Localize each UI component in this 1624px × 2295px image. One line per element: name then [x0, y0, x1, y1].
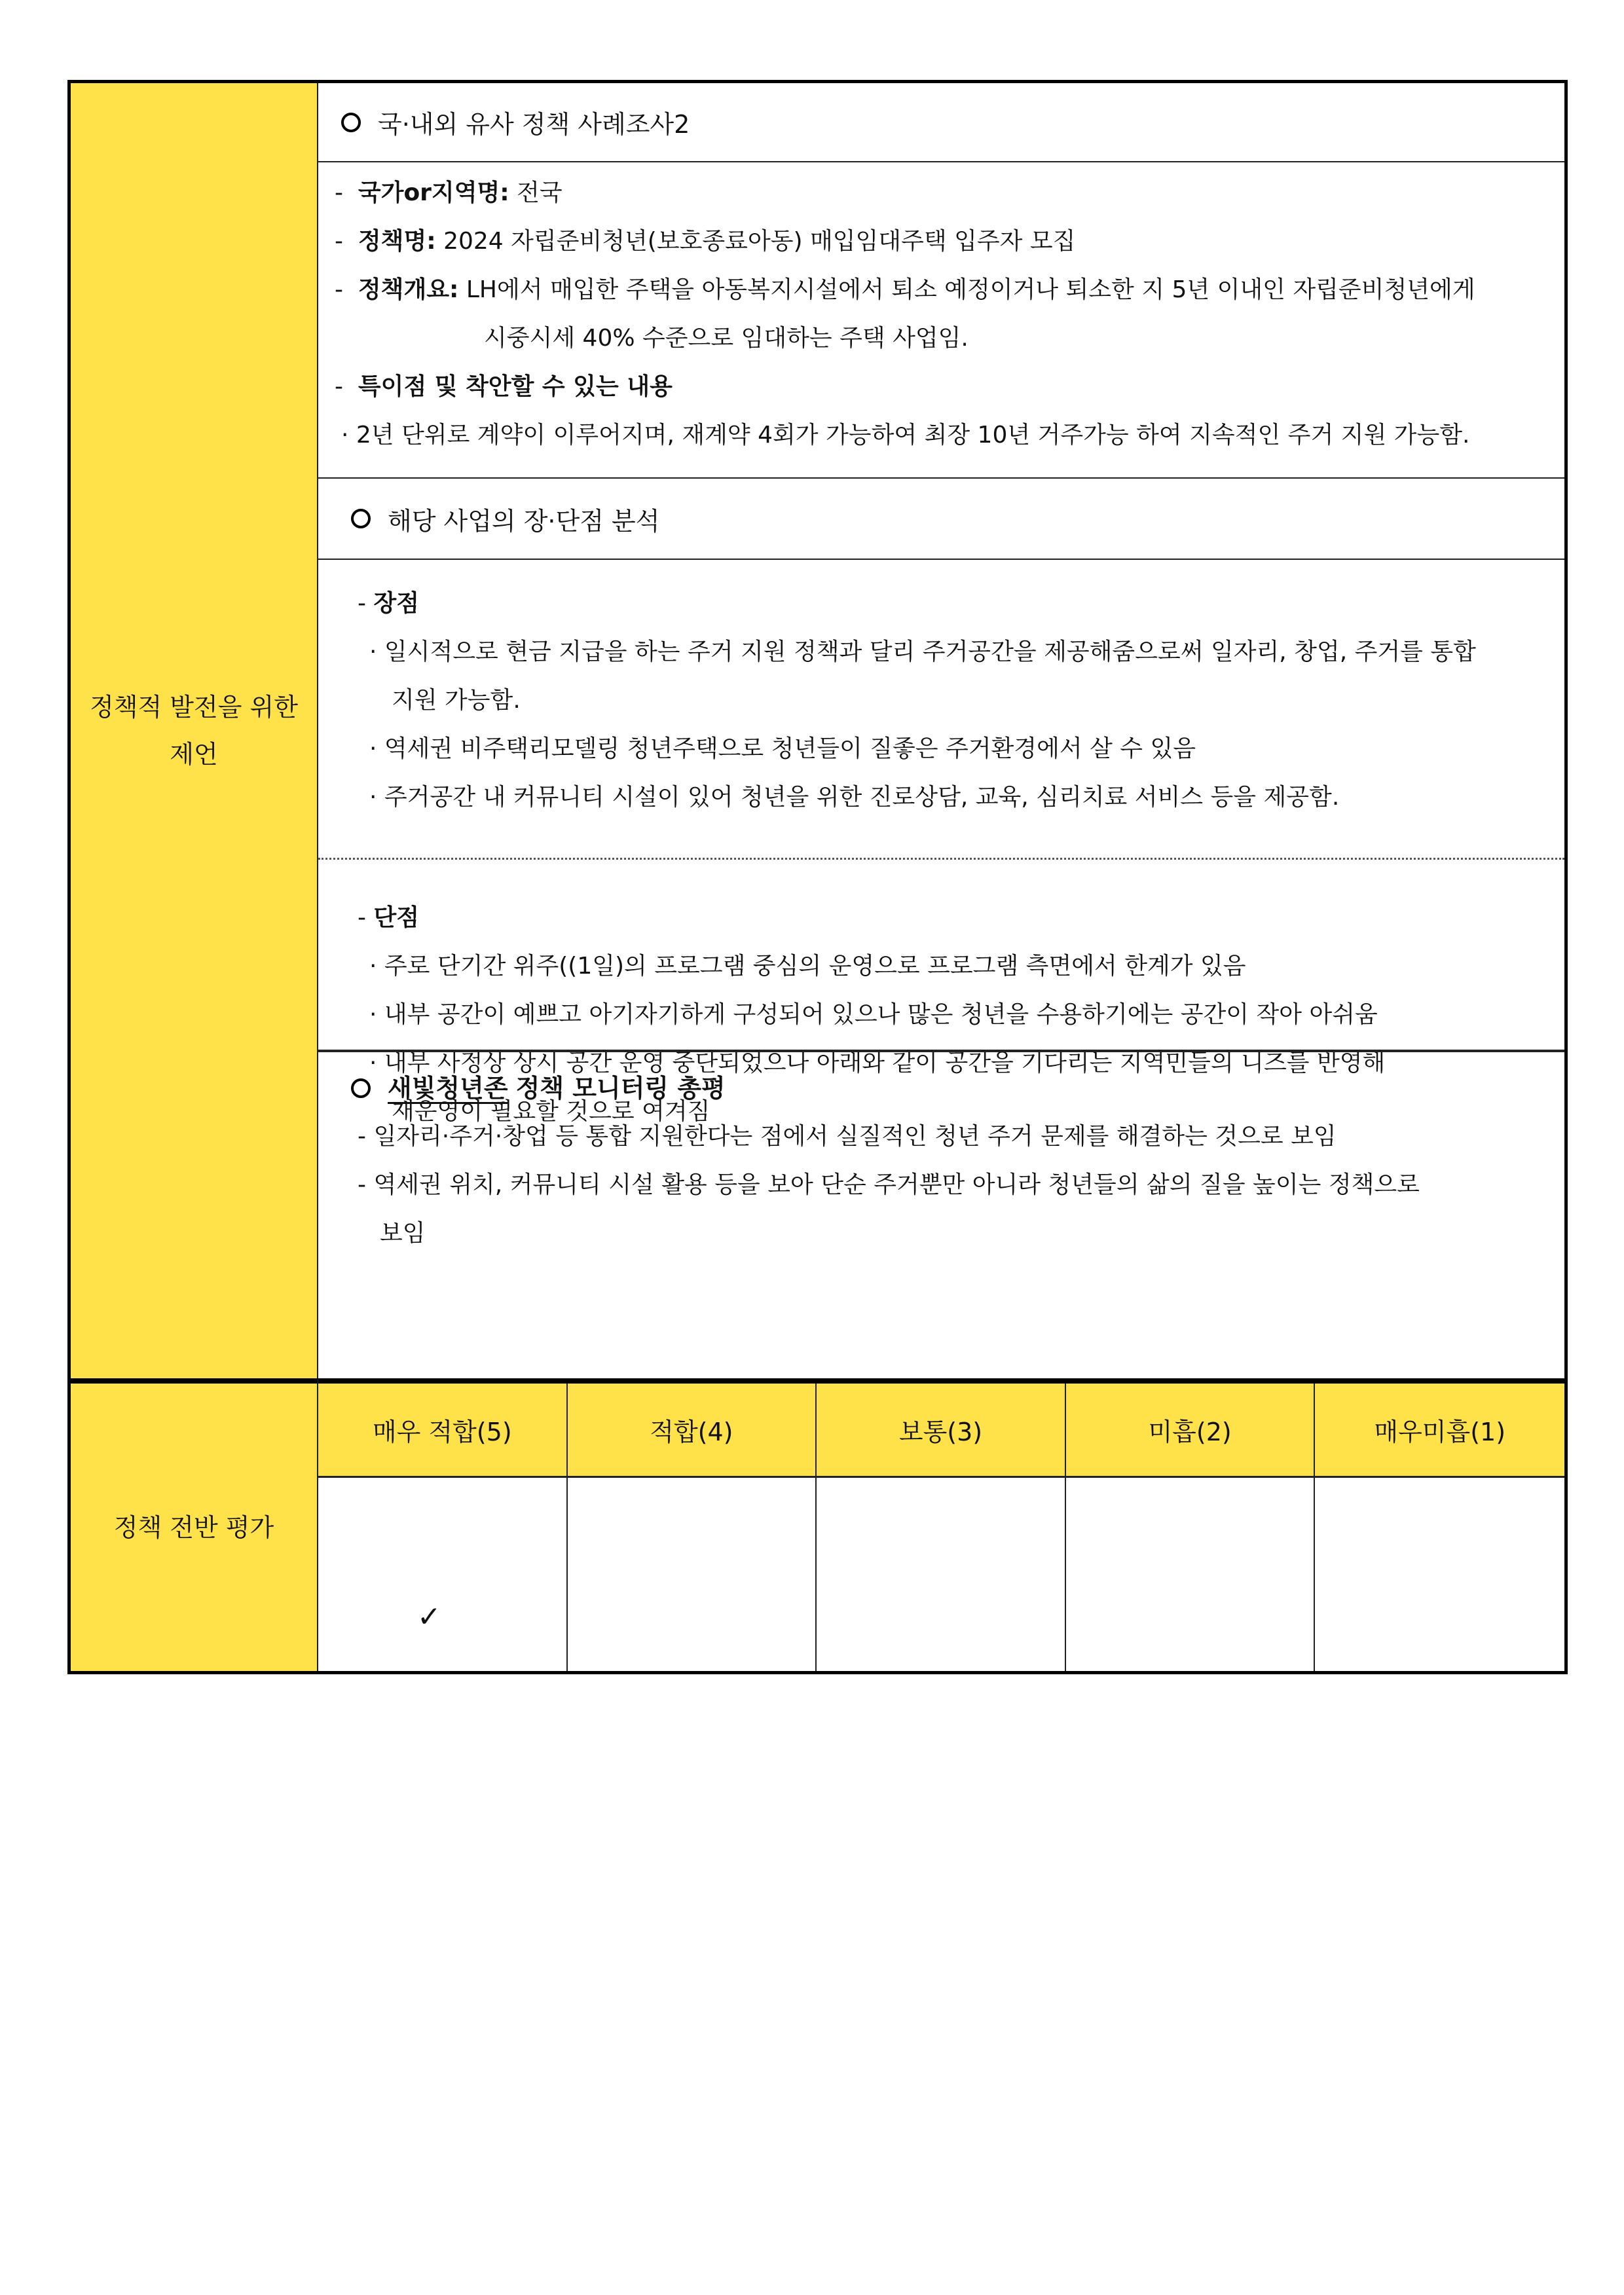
- rating-cell-5[interactable]: [318, 1478, 568, 1671]
- circle-bullet-icon: [351, 1078, 371, 1098]
- cons-item-text: 내부 공간이 예쁘고 아기자기하게 구성되어 있으나 많은 청년을 수용하기에는 공간이 작아 아쉬움: [384, 1001, 1378, 1028]
- cons-item-text: 내부 사정상 상시 공간 운영 중단되었으나 아래와 같이 공간을 기다리는 지역민들의 니즈를 반영해: [384, 1050, 1386, 1076]
- circle-bullet-icon: [341, 113, 361, 132]
- rating-cell-3[interactable]: [817, 1478, 1066, 1671]
- rating-cell-4[interactable]: [568, 1478, 817, 1671]
- proposal-content: [318, 83, 1564, 1378]
- analysis-title: 해당 사업의 장·단점 분석: [388, 506, 660, 536]
- cons-item: · 내부 사정상 상시 공간 운영 중단되었으나 아래와 같이 공간을 기다리는 지역민들의 니즈를 반영해: [369, 1050, 1386, 1076]
- review-item-text: 일자리·주거·창업 등 통합 지원한다는 점에서 실질적인 청년 주거 문제를 해결하는 것으로 보임: [373, 1123, 1337, 1150]
- proposal-section-label: [71, 83, 318, 1378]
- cons-item: · 내부 공간이 예쁘고 아기자기하게 구성되어 있으나 많은 청년을 수용하기에는 공간이 작아 아쉬움: [369, 1001, 1378, 1028]
- rating-header-2: 미흡(2): [1066, 1384, 1316, 1478]
- cons-heading: - 단점: [358, 904, 420, 931]
- case-study-heading: [318, 83, 1564, 162]
- cons-item-text: 주로 단기간 위주((1일)의 프로그램 중심의 운영으로 프로그램 측면에서 한계가 있음: [384, 953, 1246, 980]
- policy-name-line: - 정책명: 2024 자립준비청년(보호종료아동) 매입임대주택 입주자 모집: [335, 228, 1076, 255]
- pros-label: 장점: [373, 590, 420, 617]
- pros-item: · 주거공간 내 커뮤니티 시설이 있어 청년을 위한 진로상담, 교육, 심리치료 서비스 등을 제공함.: [369, 784, 1340, 811]
- notable-item: · 2년 단위로 계약이 이루어지며, 재계약 4회가 가능하여 최장 10년 거주가능 하여 지속적인 주거 지원 가능함.: [341, 422, 1470, 449]
- policy-name-value: 2024 자립준비청년(보호종료아동) 매입임대주택 입주자 모집: [443, 228, 1076, 255]
- overview-line: - 정책개요: LH에서 매입한 주택을 아동복지시설에서 퇴소 예정이거나 퇴소한 지 5년 이내인 자립준비청년에게: [335, 276, 1475, 303]
- overview-line-2: 시중시세 40% 수준으로 임대하는 주택 사업임.: [484, 325, 969, 352]
- proposal-label-line2: 제언: [170, 740, 218, 769]
- cons-item: · 주로 단기간 위주((1일)의 프로그램 중심의 운영으로 프로그램 측면에서 한계가 있음: [369, 953, 1246, 980]
- cons-label: 단점: [373, 904, 420, 931]
- rating-header-3: 보통(3): [817, 1384, 1066, 1478]
- policy-name-label: 정책명:: [358, 228, 436, 255]
- rating-header-1: 매우미흡(1): [1315, 1384, 1564, 1478]
- cons-item-continued: 재운영이 필요할 것으로 여겨짐: [392, 1098, 710, 1125]
- case-study-title: 국·내외 유사 정책 사례조사2: [378, 110, 690, 139]
- pros-item-text: 역세권 비주택리모델링 청년주택으로 청년들이 질좋은 주거환경에서 살 수 있음: [384, 735, 1196, 762]
- rating-table: [318, 1378, 1564, 1671]
- notable-heading: - 특이점 및 착안할 수 있는 내용: [335, 373, 673, 400]
- country-line: - 국가or지역명: 전국: [335, 179, 563, 206]
- case-study-details: [318, 162, 1564, 479]
- review-item-continued: 보임: [380, 1220, 426, 1247]
- review-item: - 일자리·주거·창업 등 통합 지원한다는 점에서 실질적인 청년 주거 문제를 해결하는 것으로 보임: [358, 1123, 1337, 1150]
- review-heading-underlined: 새빛청년존: [388, 1074, 508, 1103]
- pros-heading: - 장점: [358, 590, 420, 617]
- pros-item: · 일시적으로 현금 지급을 하는 주거 지원 정책과 달리 주거공간을 제공해줌으로써 일자리, 창업, 주거를 통합: [369, 638, 1476, 665]
- review-item-text: 역세권 위치, 커뮤니티 시설 활용 등을 보아 단순 주거뿐만 아니라 청년들의 삶의 질을 높이는 정책으로: [373, 1171, 1420, 1198]
- review-heading: [351, 1064, 1564, 1112]
- country-label: 국가or지역명:: [358, 179, 509, 206]
- notable-label: 특이점 및 착안할 수 있는 내용: [358, 373, 673, 400]
- pros-item: · 역세권 비주택리모델링 청년주택으로 청년들이 질좋은 주거환경에서 살 수 있음: [369, 735, 1196, 762]
- overview-text-1: LH에서 매입한 주택을 아동복지시설에서 퇴소 예정이거나 퇴소한 지 5년 이내인 자립준비청년에게: [466, 276, 1475, 303]
- review-item: - 역세권 위치, 커뮤니티 시설 활용 등을 보아 단순 주거뿐만 아니라 청년들의 삶의 질을 높이는 정책으로: [358, 1171, 1420, 1198]
- proposal-label-line1: 정책적 발전을 위한: [90, 693, 298, 722]
- policy-evaluation-sheet: [67, 80, 1568, 1674]
- rating-header-5: 매우 적합(5): [318, 1384, 568, 1478]
- review-section: [318, 1051, 1564, 1378]
- review-heading-rest: 정책 모니터링 총평: [515, 1074, 726, 1103]
- rating-cell-2[interactable]: [1066, 1478, 1316, 1671]
- rating-header-4: 적합(4): [568, 1384, 817, 1478]
- evaluation-section-label: [71, 1378, 318, 1671]
- evaluation-label: 정책 전반 평가: [113, 1513, 274, 1542]
- pros-section: [318, 560, 1564, 860]
- pros-item-text: 일시적으로 현금 지급을 하는 주거 지원 정책과 달리 주거공간을 제공해줌으로써 일자리, 창업, 주거를 통합: [384, 638, 1476, 665]
- circle-bullet-icon: [351, 509, 371, 528]
- notable-item-text: 2년 단위로 계약이 이루어지며, 재계약 4회가 가능하여 최장 10년 거주가능 하여 지속적인 주거 지원 가능함.: [356, 422, 1470, 449]
- overview-label: 정책개요:: [358, 276, 459, 303]
- checkmark-icon: ✓: [416, 1600, 441, 1634]
- analysis-heading: [318, 479, 1564, 560]
- pros-item-text: 주거공간 내 커뮤니티 시설이 있어 청년을 위한 진로상담, 교육, 심리치료 서비스 등을 제공함.: [384, 784, 1340, 811]
- rating-cell-1[interactable]: [1315, 1478, 1564, 1671]
- country-value: 전국: [517, 179, 563, 206]
- pros-item-continued: 지원 가능함.: [392, 687, 521, 714]
